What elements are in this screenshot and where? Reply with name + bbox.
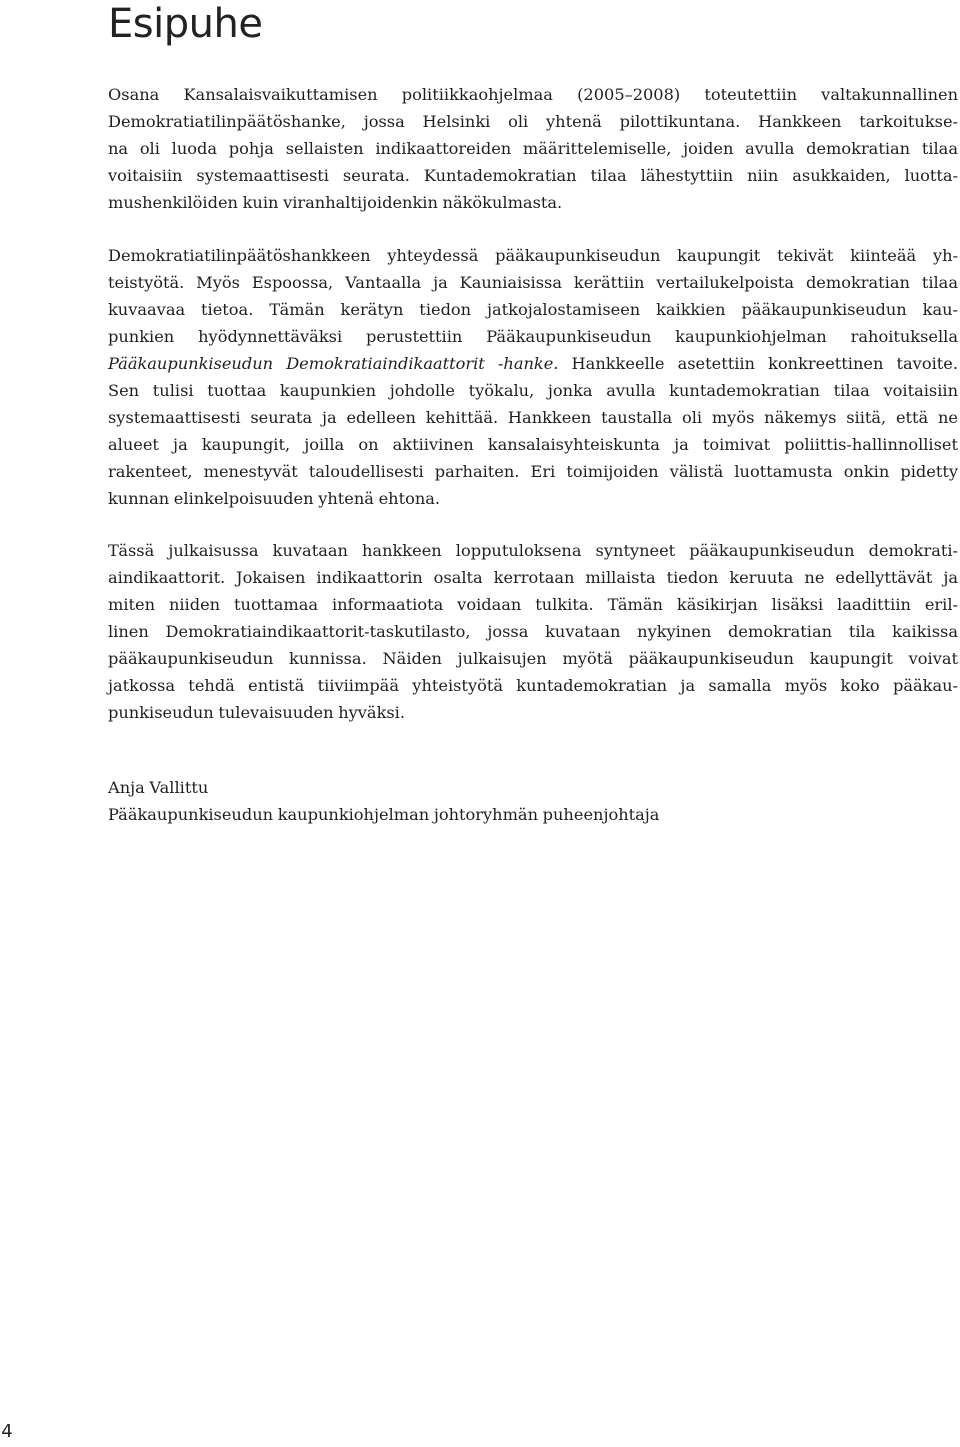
text-line: rakenteet, menestyvät taloudellisesti parhaiten. Eri toimijoiden välistä luottamusta onkin pidetty — [108, 462, 958, 481]
page-number: 4 — [1, 1421, 13, 1442]
body-paragraph — [108, 81, 958, 216]
page-title: Esipuhe — [108, 1, 263, 47]
body-paragraph — [108, 537, 958, 726]
text-line: kuvaavaa tietoa. Tämän kerätyn tiedon jatkojalostamiseen kaikkien pääkaupunkiseudun kau- — [108, 300, 958, 319]
text-line: aindikaattorit. Jokaisen indikaattorin osalta kerrotaan millaista tiedon keruuta ne edellyttävät ja — [108, 568, 958, 587]
text-line: linen Demokratiaindikaattorit-taskutilasto, jossa kuvataan nykyinen demokratian tila kaikissa — [108, 622, 958, 641]
project-name-italic: Pääkaupunkiseudun Demokratiaindikaattorit -hanke. — [108, 354, 559, 373]
text-line: jatkossa tehdä entistä tiiviimpää yhteistyötä kuntademokratian ja samalla myös koko pääkau- — [108, 676, 958, 695]
text-line: Osana Kansalaisvaikuttamisen politiikkaohjelmaa (2005–2008) toteutettiin valtakunnallinen — [108, 85, 958, 104]
text-line — [108, 350, 958, 377]
text-line: Tässä julkaisussa kuvataan hankkeen lopputuloksena syntyneet pääkaupunkiseudun demokrati- — [108, 541, 958, 560]
signature-name: Anja Vallittu — [108, 778, 209, 797]
text-line: Demokratiatilinpäätöshanke, jossa Helsinki oli yhtenä pilottikuntana. Hankkeen tarkoitukse- — [108, 112, 958, 131]
body-paragraph — [108, 242, 958, 512]
text-line: alueet ja kaupungit, joilla on aktiivinen kansalaisyhteiskunta ja toimivat poliittis-hallinnolliset — [108, 435, 958, 454]
text-fragment: Hankkeelle asetettiin konkreettinen tavoite. — [558, 354, 958, 373]
text-line: voitaisiin systemaattisesti seurata. Kuntademokratian tilaa lähestyttiin niin asukkaiden, luotta- — [108, 166, 958, 185]
text-line: punkien hyödynnettäväksi perustettiin Pääkaupunkiseudun kaupunkiohjelman rahoituksella — [108, 327, 958, 346]
text-line: mushenkilöiden kuin viranhaltijoidenkin näkökulmasta. — [108, 193, 563, 212]
text-line: na oli luoda pohja sellaisten indikaattoreiden määrittelemiselle, joiden avulla demokratian tilaa — [108, 139, 958, 158]
text-line: kunnan elinkelpoisuuden yhtenä ehtona. — [108, 489, 441, 508]
text-line: Demokratiatilinpäätöshankkeen yhteydessä pääkaupunkiseudun kaupungit tekivät kiinteää yh- — [108, 246, 958, 265]
text-line: pääkaupunkiseudun kunnissa. Näiden julkaisujen myötä pääkaupunkiseudun kaupungit voivat — [108, 649, 958, 668]
text-line: punkiseudun tulevaisuuden hyväksi. — [108, 703, 406, 722]
text-line: miten niiden tuottamaa informaatiota voidaan tulkita. Tämän käsikirjan lisäksi laadittiin eril- — [108, 595, 958, 614]
text-line: Sen tulisi tuottaa kaupunkien johdolle työkalu, jonka avulla kuntademokratian tilaa voitaisiin — [108, 381, 958, 400]
text-line: systemaattisesti seurata ja edelleen kehittää. Hankkeen taustalla oli myös näkemys siitä, että ne — [108, 408, 958, 427]
signature-role: Pääkaupunkiseudun kaupunkiohjelman johtoryhmän puheenjohtaja — [108, 805, 660, 824]
text-line: teistyötä. Myös Espoossa, Vantaalla ja Kauniaisissa kerättiin vertailukelpoista demokratian tilaa — [108, 273, 958, 292]
signature — [108, 774, 958, 828]
